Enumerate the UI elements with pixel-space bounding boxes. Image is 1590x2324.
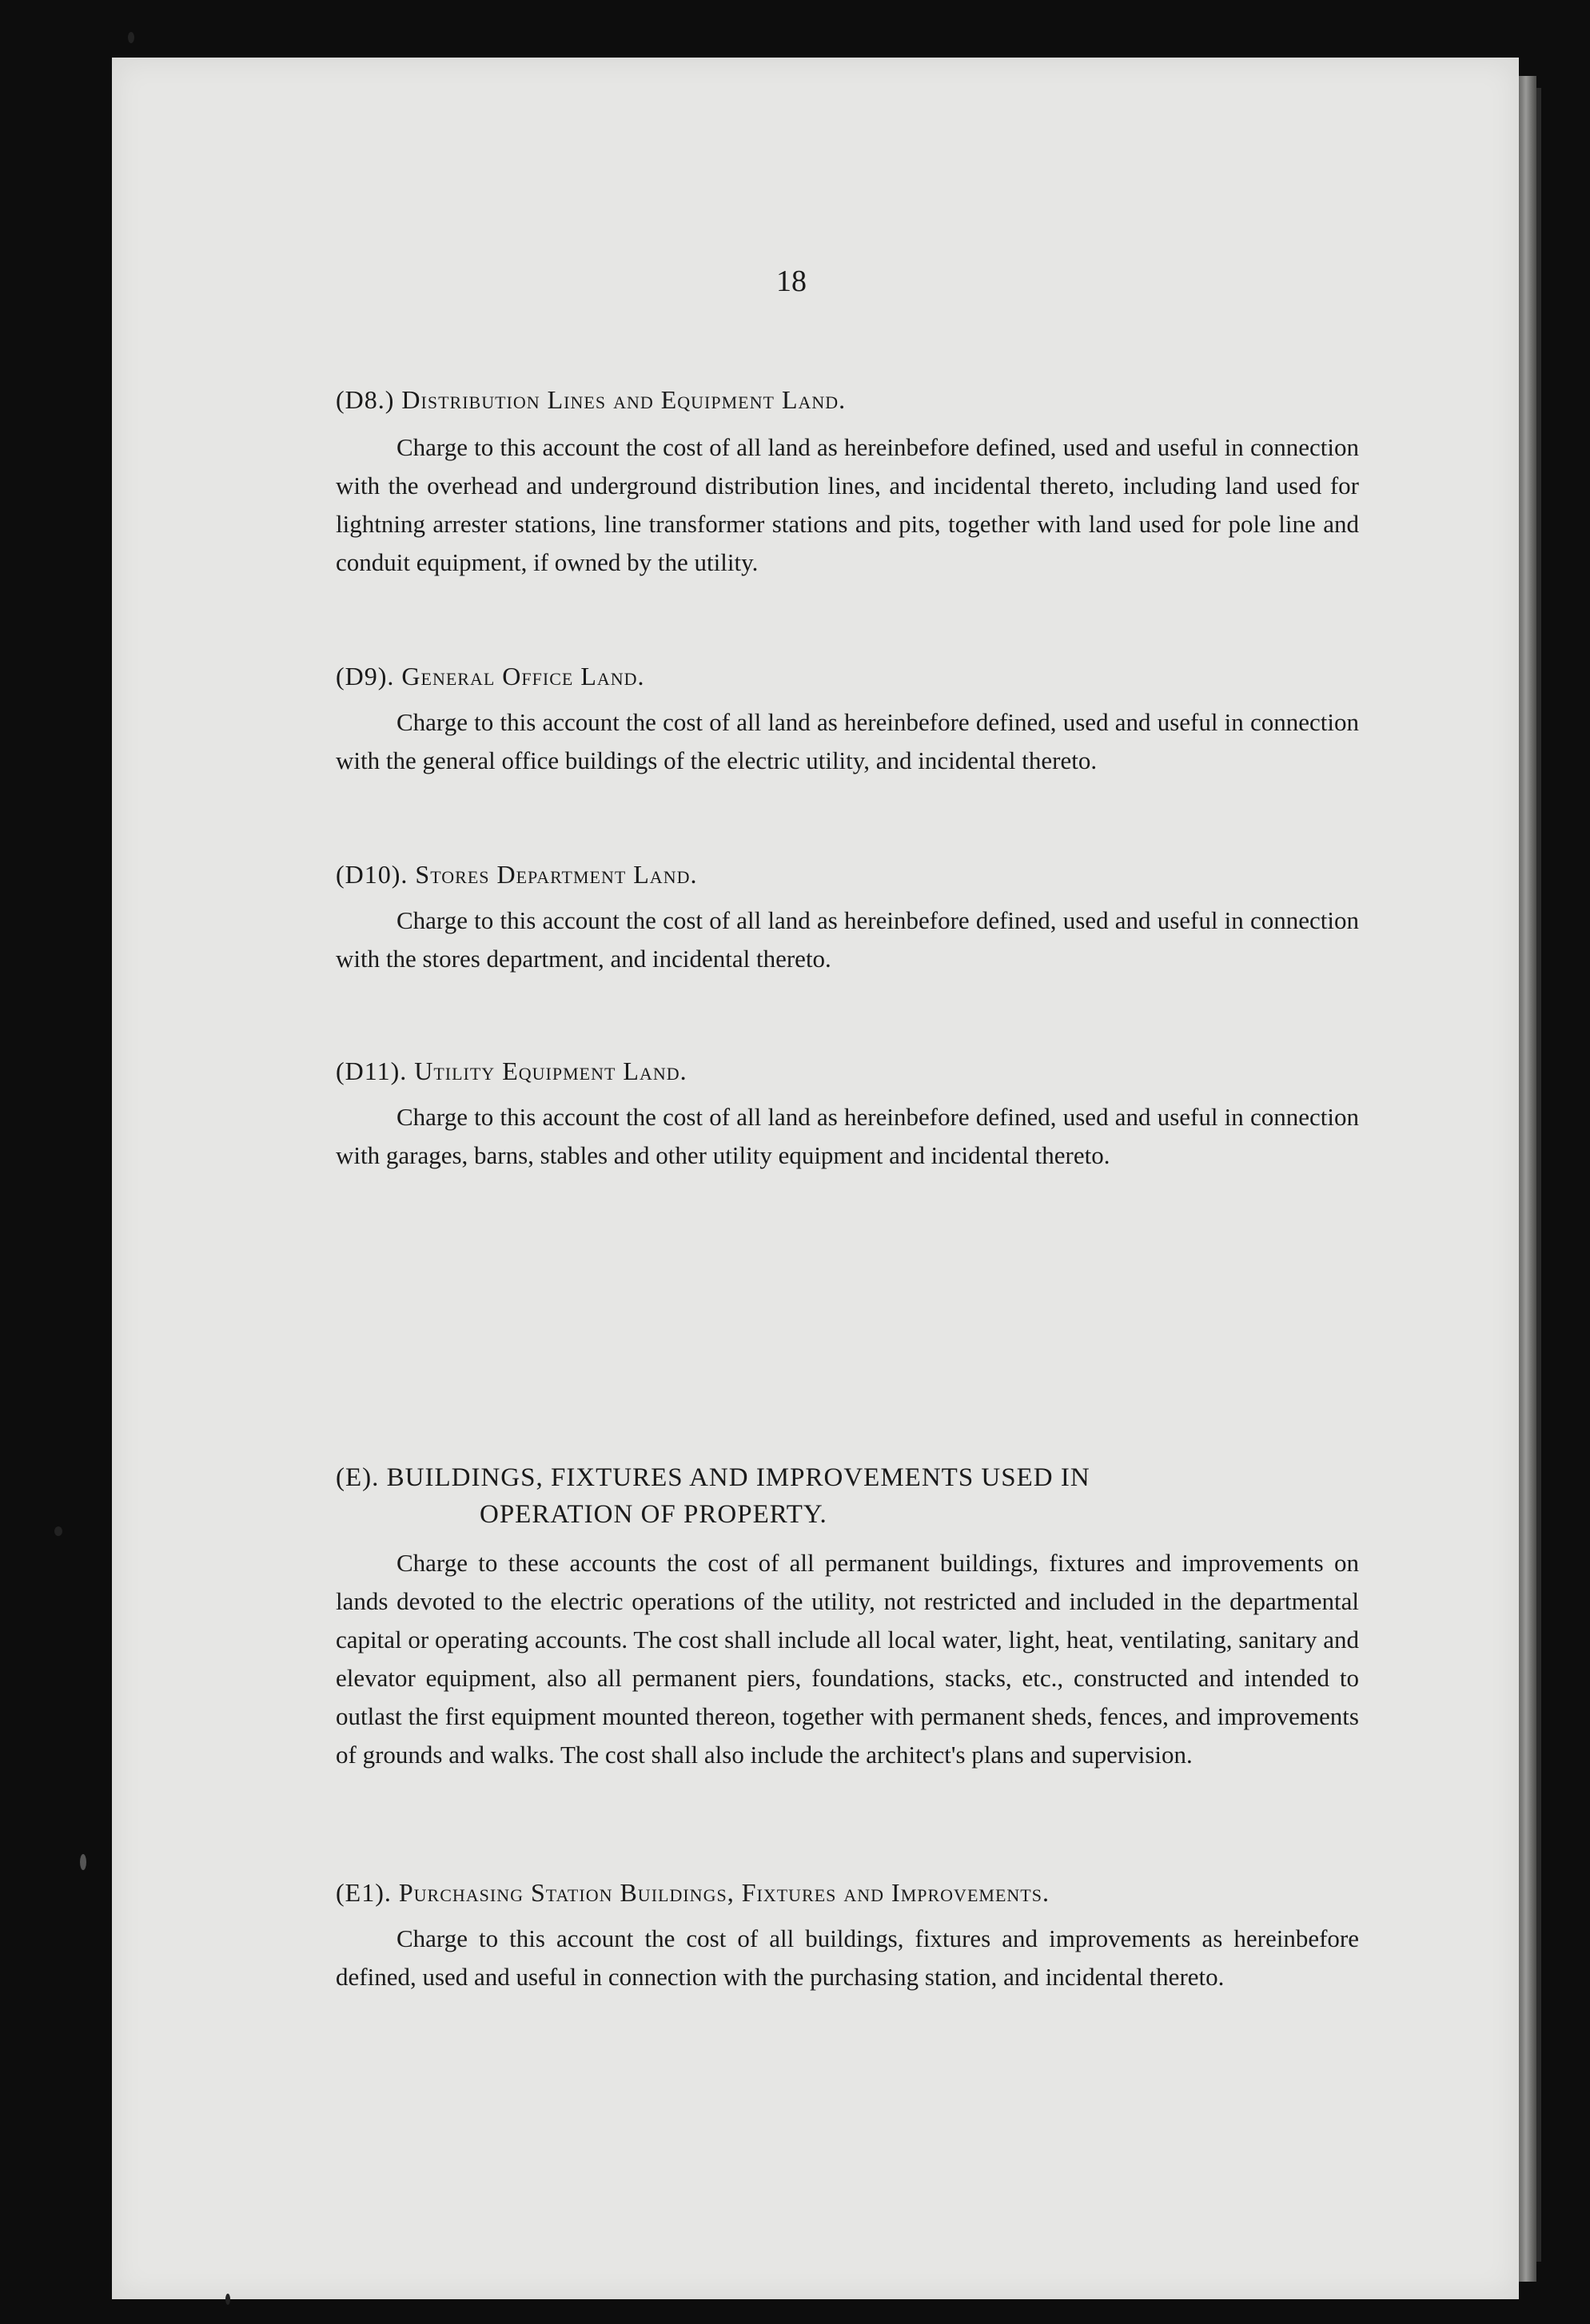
page-number: 18 — [776, 265, 807, 298]
section-heading-d10: (D10). Stores Department Land. — [336, 860, 698, 889]
major-section-body: Charge to these accounts the cost of all permanent buildings, fixtures and improvements on lands devoted to the electric operations of the utility, not restricted and included in the departmental capital or operating accounts. The cost shall include all local water, light, heat, ventilating, sanitary and elevator equipment, also all permanent piers, foundations, stacks, etc., constructed and intended to outlast the first equipment mounted thereon, together with permanent sheds, fences, and improvements of grounds and walks. The cost shall also include the architect's plans and supervision. — [336, 1549, 1359, 1769]
scan-speck — [128, 32, 134, 43]
major-section-heading-line1: (E). BUILDINGS, FIXTURES AND IMPROVEMENTS USED IN — [336, 1463, 1090, 1492]
scan-speck — [225, 2294, 230, 2305]
section-heading-d11: (D11). Utility Equipment Land. — [336, 1057, 687, 1085]
scan-speck — [54, 1526, 62, 1536]
section-body-d11: Charge to this account the cost of all land as hereinbefore defined, used and useful in connection with garages, barns, stables and other utility equipment and incidental thereto. — [336, 1103, 1359, 1169]
section-body-d8: Charge to this account the cost of all land as hereinbefore defined, used and useful in connection with the overhead and underground distribution lines, and incidental thereto, including land used for lightning arrester stations, line transformer stations and pits, together with land used for pole line and conduit equipment, if owned by the utility. — [336, 433, 1359, 576]
section-heading-d9: (D9). General Office Land. — [336, 662, 645, 690]
section-heading-e1: (E1). Purchasing Station Buildings, Fixtures and Improvements. — [336, 1878, 1050, 1907]
page-edge-shadow — [1519, 76, 1536, 2282]
section-body-d9: Charge to this account the cost of all land as hereinbefore defined, used and useful in connection with the general office buildings of the electric utility, and incidental thereto. — [336, 708, 1359, 774]
scan-speck — [80, 1854, 86, 1870]
page-edge-dark — [1536, 88, 1541, 2262]
major-section-heading — [336, 1459, 1359, 1533]
section-body-e1: Charge to this account the cost of all buildings, fixtures and improvements as hereinbefore defined, used and useful in connection with the purchasing station, and incidental thereto. — [336, 1924, 1359, 1991]
section-heading-d8: (D8.) Distribution Lines and Equipment Land. — [336, 385, 847, 414]
major-section-heading-line2: OPERATION OF PROPERTY. — [480, 1500, 827, 1529]
section-body-d10: Charge to this account the cost of all land as hereinbefore defined, used and useful in connection with the stores department, and incidental thereto. — [336, 906, 1359, 973]
